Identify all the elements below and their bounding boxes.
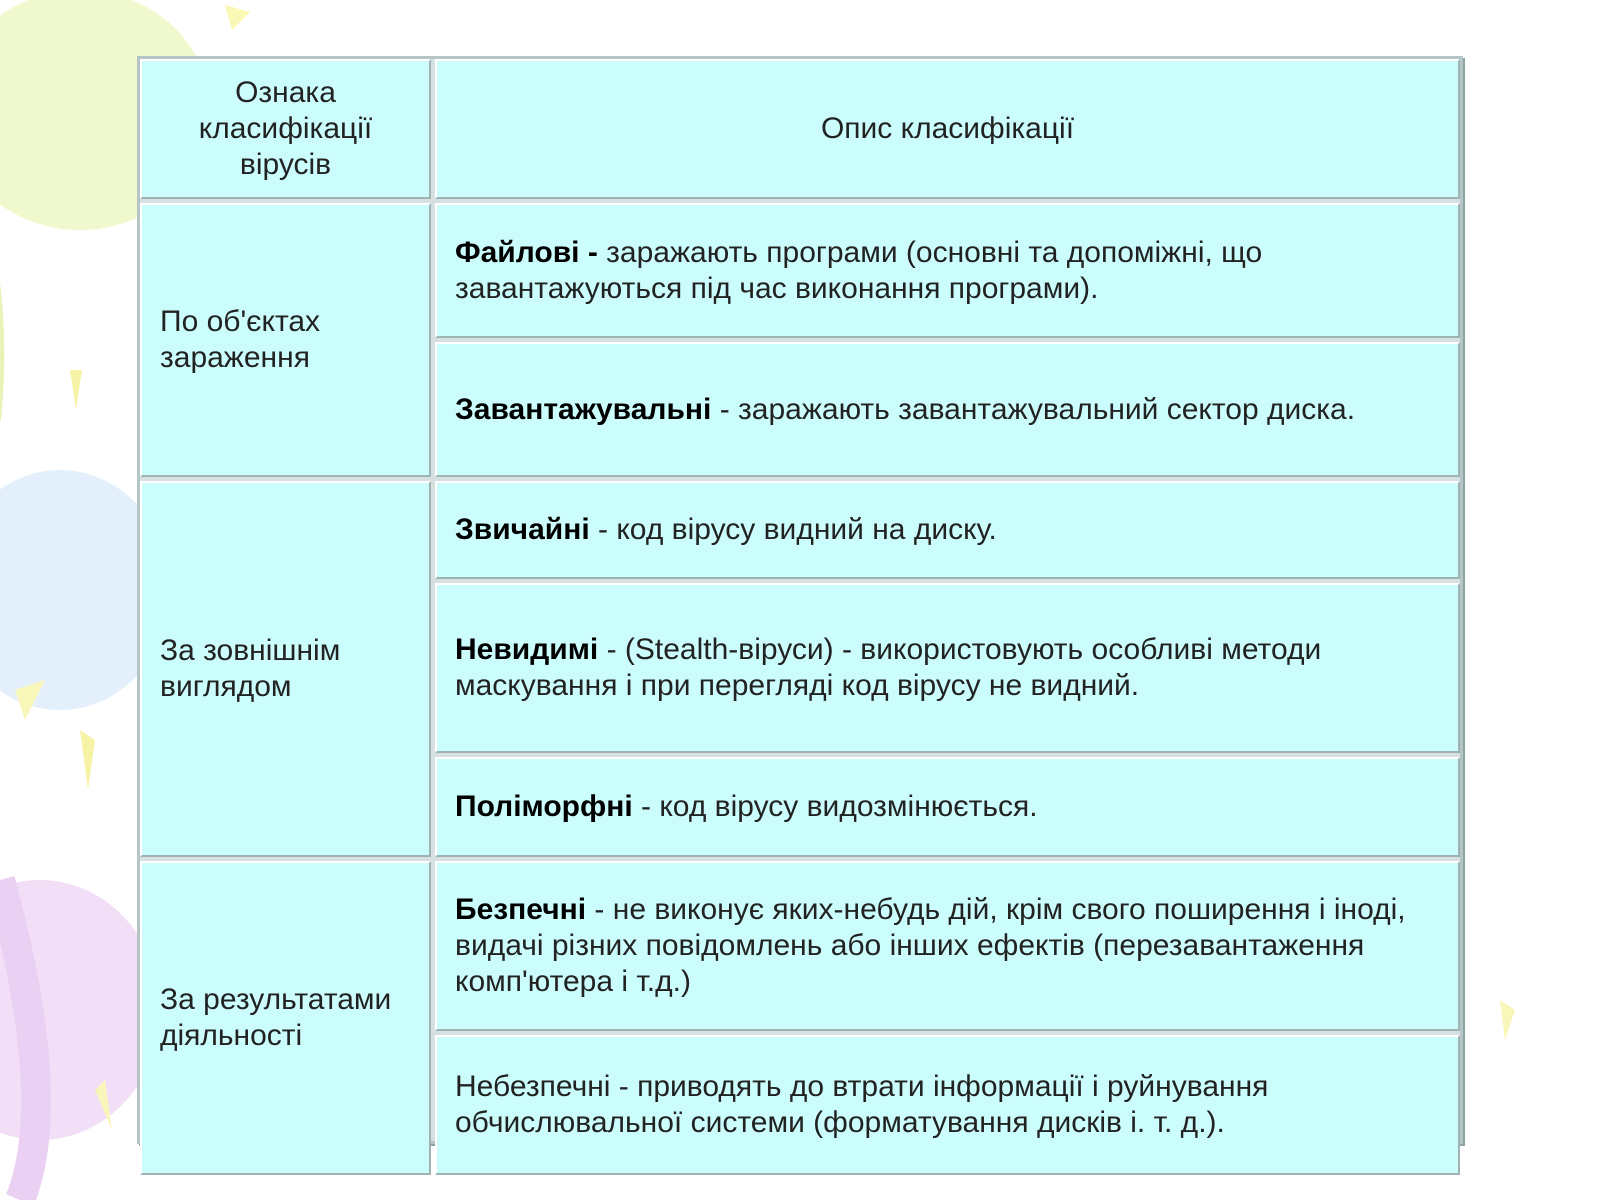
confetti-triangle	[1500, 1000, 1515, 1040]
desc-text	[455, 892, 1438, 1000]
desc-term: Поліморфні	[455, 790, 633, 823]
desc-body: Небезпечні - приводять до втрати інформації і руйнування обчислювальної системи (форматування дисків і. т. д.).	[455, 1070, 1269, 1139]
desc-text	[455, 512, 997, 548]
desc-text	[455, 235, 1438, 307]
header-description-text: Опис класифікації	[820, 112, 1075, 145]
desc-boot-viruses	[435, 342, 1460, 477]
desc-stealth-viruses	[435, 583, 1460, 753]
confetti-triangle	[70, 370, 82, 410]
desc-text	[455, 1069, 1438, 1141]
desc-safe-viruses	[435, 861, 1460, 1031]
desc-term: Файлові -	[455, 235, 598, 269]
confetti-triangle	[225, 5, 250, 30]
confetti-triangle	[80, 730, 95, 790]
desc-body: заражають програми (основні та допоміжні, що завантажуються під час виконання програми).	[455, 235, 1263, 305]
desc-term: Завантажувальні	[455, 392, 712, 426]
desc-body: - код вірусу видозмінюється.	[632, 790, 1038, 823]
desc-body: - не виконує яких-небудь дій, крім свого поширення і іноді, видачі різних повідомлень або інших ефектів (перезавантаження комп'ютера і т.д.)	[455, 893, 1406, 998]
desc-body: - (Stealth-віруси) - використовують особливі методи маскування і при перегляді код вірусу не видний.	[455, 633, 1322, 702]
criterion-text: По об'єктах зараження	[160, 305, 321, 374]
desc-dangerous-viruses	[435, 1035, 1460, 1175]
criterion-appearance	[140, 481, 431, 857]
desc-text	[455, 392, 1355, 428]
criterion-infection-objects	[140, 203, 431, 477]
header-criterion	[140, 59, 431, 199]
header-criterion-text: Ознака класифікації вірусів	[198, 76, 373, 181]
desc-term: Безпечні	[455, 893, 587, 926]
desc-text	[455, 632, 1438, 704]
desc-file-viruses	[435, 203, 1460, 338]
desc-body: - код вірусу видний на диску.	[589, 513, 997, 546]
virus-classification-table	[137, 56, 1463, 1144]
header-description	[435, 59, 1460, 199]
desc-body: - заражають завантажувальний сектор диска.	[711, 392, 1356, 426]
desc-term: Невидимі	[455, 633, 599, 666]
desc-term: Звичайні	[455, 513, 590, 546]
criterion-text: За зовнішнім виглядом	[160, 634, 341, 703]
criterion-activity-results	[140, 861, 431, 1175]
desc-polymorphic-viruses	[435, 757, 1460, 857]
desc-text	[455, 789, 1038, 825]
criterion-text: За результатами діяльності	[160, 983, 392, 1052]
desc-ordinary-viruses	[435, 481, 1460, 579]
